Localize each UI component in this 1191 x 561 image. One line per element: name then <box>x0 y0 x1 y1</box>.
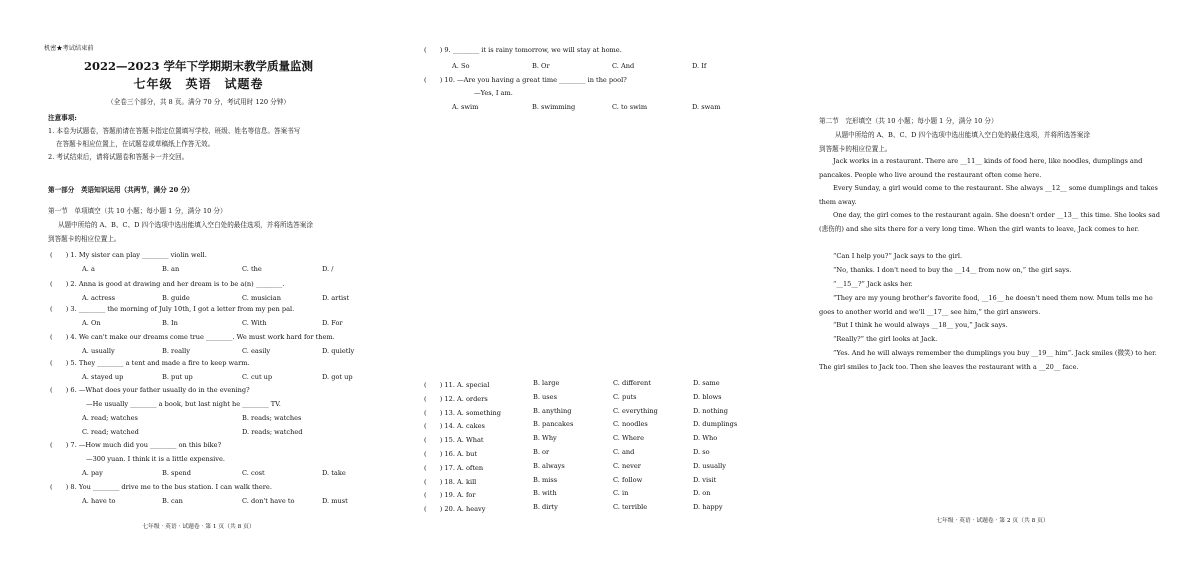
section1-instr-2: 到答题卡的相应位置上。 <box>48 235 121 243</box>
cloze-11-option-c: C. different <box>613 379 651 387</box>
cloze-p4: “Can I help you?” Jack says to the girl. <box>833 252 963 260</box>
question-7: ( ) 7. —How much did you ________ on this bike? <box>50 441 222 449</box>
section2-instr-1: 从题中所给的 A、B、C、D 四个选项中选出能填入空白处的最佳选项，并将所选答案涂 <box>835 131 1090 139</box>
q7-option-b: B. spend <box>162 469 192 477</box>
cloze-18-option-c: C. follow <box>613 475 643 484</box>
q5-option-c: C. cut up <box>242 373 273 381</box>
q5-option-d: D. got up <box>322 373 353 381</box>
q1-option-c: C. the <box>242 265 262 273</box>
cloze-20-option-c: C. terrible <box>613 503 648 512</box>
notes-heading: 注意事项: <box>48 114 77 122</box>
q2-option-b: B. guide <box>162 294 190 302</box>
exam-info: （全卷三个部分，共 8 页。满分 70 分，考试用时 120 分钟） <box>107 98 290 106</box>
q2-option-a: A. actress <box>82 294 116 302</box>
q6-option-c: C. read; watched <box>82 428 139 436</box>
cloze-p6: “__15__?” Jack asks her. <box>833 280 913 288</box>
exam-subtitle: 七年级 英语 试题卷 <box>133 77 264 91</box>
question-10-line2: —Yes, I am. <box>474 89 513 97</box>
cloze-12-option-a: ( ) 12. A. orders <box>424 394 488 403</box>
cloze-14-option-c: C. noodles <box>613 420 648 429</box>
cloze-20-option-a: ( ) 20. A. heavy <box>424 505 486 514</box>
section2-heading: 第二节 完形填空（共 10 小题；每小题 1 分，满分 10 分） <box>819 117 998 125</box>
q8-option-c: C. don't have to <box>242 497 295 505</box>
cloze-11-option-d: D. same <box>693 379 720 387</box>
section1-heading: 第一节 单项填空（共 10 小题；每小题 1 分，满分 10 分） <box>48 207 227 215</box>
question-2: ( ) 2. Anna is good at drawing and her dream is to be a(n) ________. <box>50 280 285 288</box>
q10-option-a: A. swim <box>452 103 479 111</box>
section2-instr-2: 到答题卡的相应位置上。 <box>819 145 892 153</box>
cloze-13-option-b: B. anything <box>533 406 572 415</box>
q9-option-a: A. So <box>452 62 470 70</box>
cloze-p3: One day, the girl comes to the restaurant again. She doesn't order __13__ this time. She looks sad (悲伤的) and she sits there for a very long time. When the girl wants to leave, Jack comes to her. <box>819 211 1160 233</box>
note-1b: 在答题卡相应位置上，在试题卷或草稿纸上作答无效。 <box>56 140 215 148</box>
question-6: ( ) 6. —What does your father usually do in the evening? <box>50 386 250 394</box>
cloze-19-option-b: B. with <box>533 489 557 498</box>
q6-option-a: A. read; watches <box>82 414 138 422</box>
q2-option-c: C. musician <box>242 294 281 302</box>
cloze-p9: “Really?” the girl looks at Jack. <box>833 335 938 343</box>
cloze-18-option-b: B. miss <box>533 475 558 484</box>
question-6-line2: —He usually ________ a book, but last night he ________ TV. <box>86 400 281 408</box>
q9-option-d: D. If <box>692 62 707 70</box>
cloze-15-option-d: D. Who <box>693 434 718 443</box>
q9-option-c: C. And <box>612 62 635 70</box>
cloze-12-option-b: B. uses <box>533 392 557 401</box>
cloze-15-option-b: B. Why <box>533 434 557 443</box>
q1-option-b: B. an <box>162 265 180 273</box>
footer-page-2: 七年级 · 英语 · 试题卷 · 第 2 页（共 8 页） <box>936 518 1049 524</box>
q4-option-c: C. easily <box>242 347 271 355</box>
part1-heading: 第一部分 英语知识运用（共两节，满分 20 分） <box>48 186 194 194</box>
cloze-14-option-d: D. dumplings <box>693 420 738 429</box>
q9-option-b: B. Or <box>532 62 550 70</box>
note-2: 2. 考试结束后，请将试题卷和答题卡一并交回。 <box>48 153 189 161</box>
cloze-18-option-a: ( ) 18. A. kill <box>424 477 477 486</box>
cloze-19-option-a: ( ) 19. A. for <box>424 491 476 500</box>
q4-option-d: D. quietly <box>322 347 355 355</box>
q1-option-a: A. a <box>82 265 95 273</box>
cloze-13-option-c: C. everything <box>613 406 658 415</box>
q7-option-a: A. pay <box>82 469 103 477</box>
cloze-p5: “No, thanks. I don't need to buy the __14__ from now on,” the girl says. <box>833 266 1072 274</box>
exam-title: 2022—2023 学年下学期期末教学质量监测 <box>83 59 314 73</box>
cloze-15-option-c: C. Where <box>613 434 644 443</box>
question-5: ( ) 5. They ________ a tent and made a fire to keep warm. <box>50 359 250 367</box>
q8-option-d: D. must <box>322 497 348 505</box>
q3-option-c: C. With <box>242 319 267 327</box>
cloze-19-option-c: C. in <box>613 489 629 498</box>
cloze-12-option-c: C. puts <box>613 392 637 401</box>
q10-option-d: D. swam <box>692 103 721 111</box>
q3-option-d: D. For <box>322 319 343 327</box>
cloze-20-option-b: B. dirty <box>533 503 558 512</box>
q8-option-a: A. have to <box>82 497 116 505</box>
cloze-14-option-b: B. pancakes <box>533 420 574 429</box>
q8-option-b: B. can <box>162 497 183 505</box>
note-1a: 1. 本卷为试题卷，答题前请在答题卡指定位置填写学校、班级、姓名等信息。答案书写 <box>48 127 301 135</box>
q10-option-c: C. to swim <box>612 103 648 111</box>
cloze-12-option-d: D. blows <box>693 392 722 401</box>
cloze-11-option-a: ( ) 11. A. special <box>424 381 490 389</box>
cloze-13-option-d: D. nothing <box>693 406 728 415</box>
q6-option-d: D. reads; watched <box>242 428 303 436</box>
q2-option-d: D. artist <box>322 294 350 302</box>
cloze-17-option-b: B. always <box>533 461 565 470</box>
question-4: ( ) 4. We can't make our dreams come true ________. We must work hard for them. <box>50 333 335 341</box>
section1-instr-1: 从题中所给的 A、B、C、D 四个选项中选出能填入空白处的最佳选项，并将所选答案涂 <box>58 221 313 229</box>
cloze-p10: “Yes. And he will always remember the dumplings you buy __19__ him”. Jack smiles (微笑) to her. The girl smiles to Jack too. Then she leaves the restaurant with a __20__ face. <box>819 349 1157 371</box>
q10-option-b: B. swimming <box>532 103 576 111</box>
cloze-18-option-d: D. visit <box>693 475 717 484</box>
q6-option-b: B. reads; watches <box>242 414 302 422</box>
cloze-16-option-d: D. so <box>693 448 710 456</box>
cloze-16-option-a: ( ) 16. A. but <box>424 450 478 458</box>
cloze-p8: “But I think he would always __18__ you,” Jack says. <box>833 321 1008 329</box>
cloze-11-option-b: B. large <box>533 379 560 387</box>
cloze-15-option-a: ( ) 15. A. What <box>424 436 484 445</box>
question-10: ( ) 10. —Are you having a great time ________ in the pool? <box>424 76 627 84</box>
q5-option-a: A. stayed up <box>82 373 124 381</box>
question-9: ( ) 9. ________ it is rainy tomorrow, we will stay at home. <box>424 46 622 54</box>
q1-option-d: D. / <box>322 265 334 273</box>
question-3: ( ) 3. ________ the morning of July 10th, I got a letter from my pen pal. <box>50 305 295 313</box>
cloze-19-option-d: D. on <box>693 489 711 498</box>
q3-option-a: A. On <box>82 319 101 327</box>
cloze-16-option-b: B. or <box>533 448 550 456</box>
cloze-p2: Every Sunday, a girl would come to the restaurant. She always __12__ some dumplings and takes them away. <box>819 184 1158 206</box>
cloze-14-option-a: ( ) 14. A. cakes <box>424 422 485 431</box>
q7-option-d: D. take <box>322 469 346 477</box>
q4-option-b: B. really <box>162 347 190 355</box>
cloze-17-option-d: D. usually <box>693 461 726 470</box>
cloze-p7: “They are my young brother's favorite food, __16__ he doesn't need them now. Mum tells me he goes to another world and we'll __17__ see him,” the girl answers. <box>819 294 1153 316</box>
cloze-17-option-a: ( ) 17. A. often <box>424 463 484 472</box>
secret-label: 机密★考试结束前 <box>44 45 94 52</box>
footer-page-1: 七年级 · 英语 · 试题卷 · 第 1 页（共 8 页） <box>142 524 255 530</box>
cloze-17-option-c: C. never <box>613 461 641 470</box>
q7-option-c: C. cost <box>242 469 265 477</box>
cloze-13-option-a: ( ) 13. A. something <box>424 408 501 417</box>
cloze-16-option-c: C. and <box>613 448 635 456</box>
question-8: ( ) 8. You ________ drive me to the bus station. I can walk there. <box>50 483 272 491</box>
question-7-line2: —300 yuan. I think it is a little expensive. <box>86 455 225 463</box>
question-1: ( ) 1. My sister can play ________ violin well. <box>50 251 207 259</box>
cloze-20-option-d: D. happy <box>693 503 723 512</box>
q3-option-b: B. In <box>162 319 178 327</box>
q5-option-b: B. put up <box>162 373 193 381</box>
q4-option-a: A. usually <box>82 347 115 355</box>
cloze-p1: Jack works in a restaurant. There are __11__ kinds of food here, like noodles, dumplings and pancakes. People who live around the restaurant often come here. <box>819 157 1143 179</box>
